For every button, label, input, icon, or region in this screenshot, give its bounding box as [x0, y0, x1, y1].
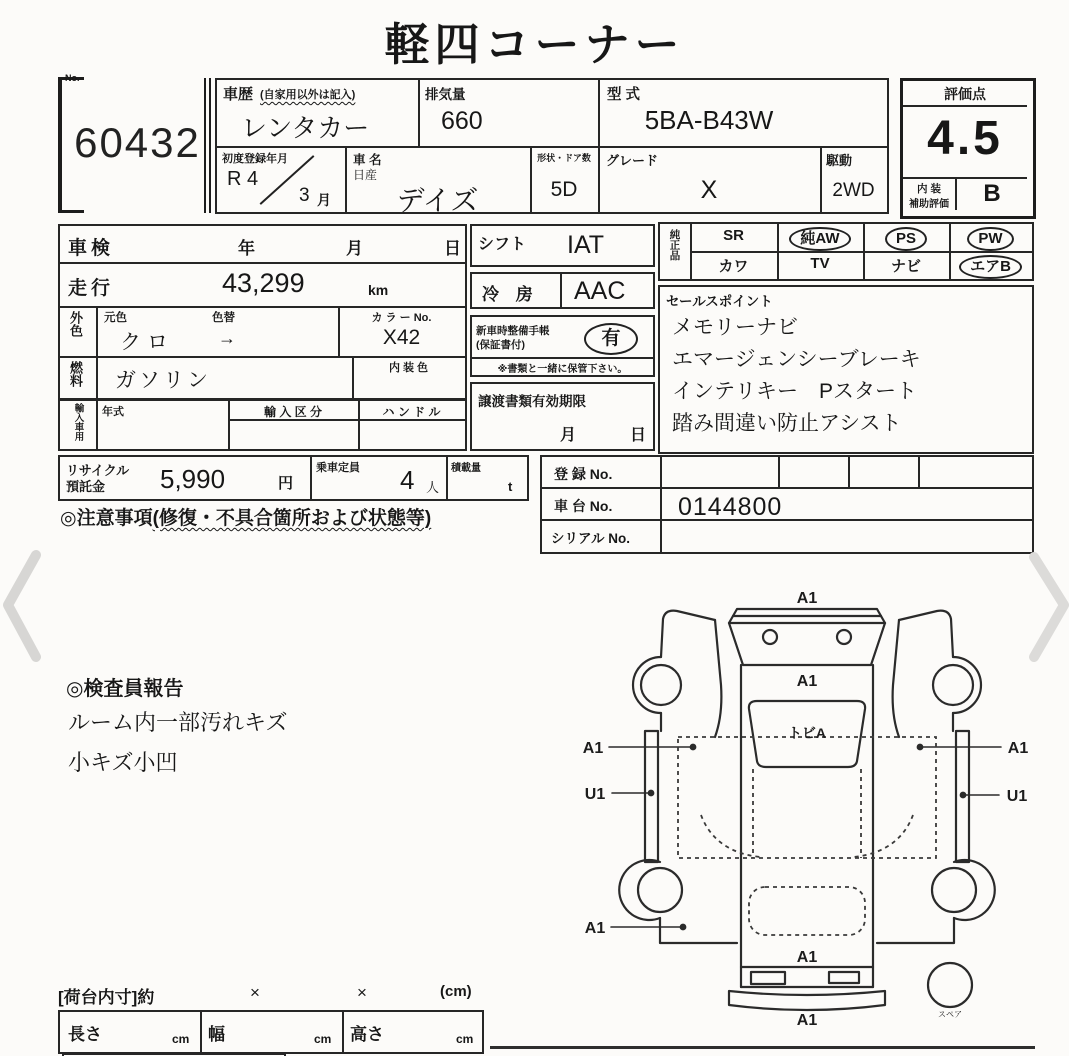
first-reg-month: 3: [299, 185, 310, 206]
shift-value: IAT: [567, 231, 605, 259]
rear-window-outline: [749, 887, 865, 935]
damage-left-door: A1: [582, 740, 604, 757]
registration-table: [540, 455, 1034, 554]
interior-color-label: 内 装 色: [388, 362, 429, 374]
cargo-x2: ×: [357, 983, 367, 1002]
history-label: 車歴: [223, 86, 254, 103]
cargo-height-unit: cm: [456, 1032, 474, 1046]
damage-rear-bumper: A1: [796, 1012, 818, 1029]
sales-points-box: [658, 285, 1034, 454]
recycle-value: 5,990: [160, 464, 226, 494]
ac-label: 冷 房: [482, 285, 539, 304]
score-box: [900, 78, 1036, 219]
first-reg-label: 初度登録年月: [222, 153, 288, 165]
sales-point-line: 踏み間違い防止アシスト: [672, 412, 902, 435]
equip-navi: ナビ: [890, 258, 921, 275]
equip-pw: PW: [967, 227, 1013, 251]
fuel-label: 燃料: [68, 361, 83, 387]
shift-box: [470, 224, 655, 267]
cargo-length-unit: cm: [172, 1032, 190, 1046]
base-color-label: 元色: [104, 312, 127, 324]
shaken-year-label: 年: [238, 239, 255, 258]
drive-label: 駆動: [826, 153, 853, 168]
import-use-label: 輸入車用: [72, 403, 84, 441]
first-reg-month-unit: 月: [317, 192, 331, 208]
chassis-no-label: 車 台 No.: [554, 498, 613, 514]
equip-sr: SR: [723, 227, 744, 244]
load-unit: t: [508, 479, 513, 494]
service-book-label-1: 新車時整備手帳: [476, 325, 550, 337]
color-change-label: 色替: [212, 312, 235, 324]
equipment-grid: [658, 222, 1034, 281]
wheel-front-left: [641, 665, 681, 705]
sales-point-line: インテリキー Pスタート: [672, 380, 918, 403]
ac-box: [470, 272, 655, 309]
cargo-unit: (cm): [440, 983, 472, 1000]
caution-prefix: ◎注意事項: [60, 508, 153, 529]
interior-grade-label-2: 補助評価: [909, 199, 949, 210]
inspector-report-title: ◎検査員報告: [66, 678, 184, 700]
transfer-doc-label: 譲渡書類有効期限: [478, 394, 586, 409]
vehicle-info-table: [58, 224, 467, 451]
lot-number: 60432: [74, 119, 201, 166]
car-maker: 日産: [353, 168, 378, 182]
lot-no-label: No.: [65, 73, 80, 83]
history-note: (自家用以外は記入): [260, 89, 356, 101]
lot-bracket-bottom-arm: [62, 210, 84, 213]
cargo-height-label: 高さ: [350, 1025, 384, 1044]
car-name-value: デイズ: [396, 185, 479, 216]
model-code-value: 5BA-B43W: [644, 105, 774, 135]
spare-label: スペア: [938, 1010, 962, 1019]
cargo-x1: ×: [250, 983, 260, 1002]
grade-value: X: [700, 176, 718, 204]
displacement-label: 排気量: [425, 87, 466, 102]
registration-no-label: 登 録 No.: [554, 466, 613, 482]
wheel-front-right: [933, 665, 973, 705]
grade-label: グレード: [606, 153, 659, 168]
car-name-label: 車 名: [353, 153, 382, 167]
damage-windshield: トビA: [787, 725, 827, 741]
damage-left-quarter: A1: [584, 920, 606, 937]
recycle-table: [58, 455, 529, 501]
color-value: クロ: [120, 331, 174, 354]
doors-label: 形状・ドア数: [537, 153, 591, 163]
tail-lamp-left: [751, 972, 785, 984]
wheel-rear-left: [638, 868, 682, 912]
transfer-month-label: 月: [560, 427, 577, 444]
page-title: 軽四コーナー: [384, 19, 685, 70]
caution-line: [60, 503, 431, 530]
header-table: [215, 78, 889, 214]
pax-unit: 人: [426, 480, 440, 495]
equip-aw: 純AW: [789, 227, 850, 251]
service-book-value: 有: [584, 323, 638, 355]
inspector-report-line: ルーム内一部汚れキズ: [68, 710, 288, 735]
transfer-day-label: 日: [630, 427, 647, 444]
import-kubun-label: 輸 入 区 分: [263, 405, 322, 419]
recycle-unit: 円: [278, 475, 294, 492]
drive-value: 2WD: [832, 180, 875, 201]
mileage-unit: km: [368, 282, 389, 298]
tail-lamp-right: [829, 972, 859, 983]
spare-tire: [928, 963, 972, 1007]
history-value: レンタカー: [241, 113, 370, 143]
first-reg-year: R 4: [227, 168, 259, 190]
damage-right-door: A1: [1007, 740, 1029, 757]
sales-point-line: エマージェンシーブレーキ: [672, 348, 921, 371]
shift-label: シフト: [478, 236, 527, 253]
import-handle-label: ハ ン ド ル: [382, 405, 441, 419]
import-year-label: 年式: [102, 406, 124, 418]
recycle-label-1: リサイクル: [66, 463, 130, 478]
damage-left-sill: U1: [584, 786, 606, 803]
next-image-chevron-icon[interactable]: [1024, 545, 1069, 667]
chassis-no-value: 0144800: [678, 493, 783, 521]
mileage-value: 43,299: [222, 268, 305, 298]
equip-tv: TV: [810, 255, 830, 272]
damage-hood: A1: [796, 673, 818, 690]
equip-kawa: カワ: [718, 258, 749, 275]
bottom-section-rule: [490, 1046, 1035, 1049]
wheel-rear-right: [932, 868, 976, 912]
car-damage-diagram: [565, 565, 1065, 1035]
cowl-circle-left: [763, 630, 777, 644]
lot-bracket: [58, 73, 207, 213]
color-change-arrow: →: [218, 328, 236, 348]
model-code-label: 型 式: [607, 87, 641, 103]
cargo-width-unit: cm: [314, 1032, 332, 1046]
shaken-month-label: 月: [346, 239, 363, 258]
damage-tailgate: A1: [796, 949, 818, 966]
sill-left: [645, 731, 658, 862]
cargo-title: [荷台内寸]約: [58, 988, 155, 1007]
inspector-report-line: 小キズ小凹: [68, 750, 178, 775]
displacement-value: 660: [441, 107, 483, 135]
cargo-width-label: 幅: [208, 1025, 225, 1044]
sales-point-line: メモリーナビ: [672, 316, 798, 339]
score-label: 評価点: [944, 86, 986, 102]
cargo-table: [58, 1010, 484, 1054]
rear-bumper-outline: [729, 991, 885, 1010]
shaken-label: 車検: [68, 238, 115, 259]
prev-image-chevron-icon[interactable]: [0, 545, 52, 667]
service-book-label-2: (保証書付): [476, 339, 525, 351]
color-no-label: カ ラ ー No.: [371, 312, 432, 324]
load-label: 積載量: [451, 463, 481, 474]
caution-note: (修復・不具合箇所および状態等): [152, 508, 432, 529]
mileage-label: 走行: [68, 278, 115, 299]
pax-value: 4: [400, 465, 415, 495]
service-book-box: [470, 315, 655, 377]
score-value: 4.5: [927, 112, 1003, 165]
service-book-note: ※書類と一緒に保管下さい。: [497, 364, 628, 375]
lot-divider: [204, 78, 211, 213]
sales-points-label: セールスポイント: [666, 294, 773, 309]
exterior-color-label: 外色: [68, 311, 83, 337]
interior-grade-value: B: [983, 180, 1001, 207]
cargo-length-label: 長さ: [68, 1025, 102, 1044]
equip-airbag: エアB: [959, 255, 1022, 279]
doors-value: 5D: [550, 178, 578, 201]
pax-label: 乗車定員: [316, 462, 360, 474]
ac-value: AAC: [574, 277, 626, 305]
cowl-circle-right: [837, 630, 851, 644]
interior-grade-label-1: 内 装: [917, 183, 941, 195]
serial-no-label: シリアル No.: [551, 531, 630, 546]
color-no-value: X42: [382, 326, 421, 349]
damage-right-sill: U1: [1006, 788, 1028, 805]
recycle-label-2: 預託金: [66, 479, 106, 494]
fuel-value: ガソリン: [115, 369, 211, 392]
transfer-doc-box: [470, 382, 655, 451]
equipment-label: 純正品: [668, 229, 681, 261]
shaken-day-label: 日: [444, 239, 461, 258]
equip-ps: PS: [885, 227, 927, 251]
damage-front-bumper: A1: [796, 590, 818, 607]
